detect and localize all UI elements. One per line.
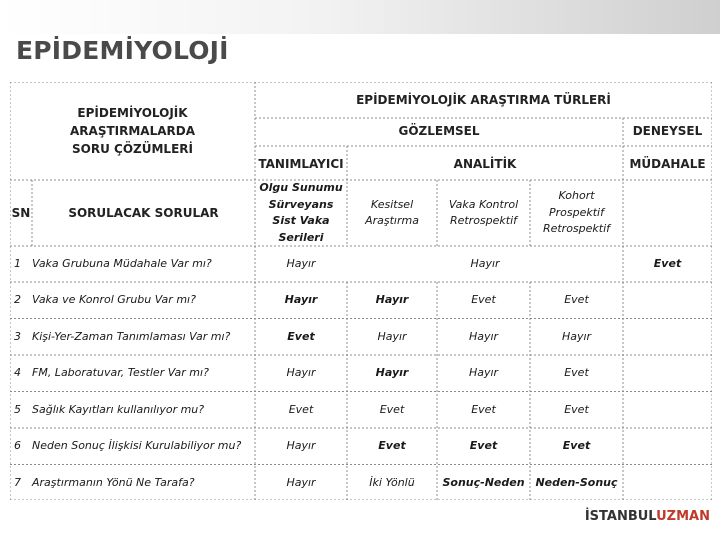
answer-text: Evet (564, 366, 589, 379)
questions-text: SORULACAK SORULAR (68, 206, 219, 220)
question-text: Araştırmanın Yönü Ne Tarafa? (32, 475, 195, 489)
analitik-text: ANALİTİK (453, 157, 517, 171)
answer-cell (347, 355, 437, 392)
answer-cell (530, 319, 623, 356)
answer-text: Hayır (286, 475, 316, 489)
answer-text: Evet (469, 439, 498, 452)
answer-text: Evet (653, 256, 682, 270)
question-text: Vaka Grubuna Müdahale Var mı? (32, 256, 212, 270)
question-number: 1 (14, 256, 21, 270)
research-types-table (10, 82, 712, 500)
answer-cell (347, 428, 437, 465)
mudahale-header (623, 148, 712, 180)
tanimlayici-header (255, 148, 347, 180)
question-row-2 (14, 282, 255, 319)
question-row-3 (14, 319, 255, 356)
question-row-5 (14, 392, 255, 429)
answer-cell (347, 392, 437, 429)
question-row-7 (14, 465, 255, 502)
answer-text: Evet (288, 402, 314, 416)
question-number: 5 (14, 402, 21, 416)
brand-part-1: İSTANBUL (584, 509, 657, 524)
study-type-olgu (255, 180, 347, 246)
answer-text: Hayır (377, 329, 407, 343)
answer-cell (255, 282, 347, 319)
answer-cell (437, 355, 530, 392)
corner-title (10, 82, 255, 180)
sn-text: SN (11, 206, 31, 220)
answer-text: Neden-Sonuç (535, 475, 618, 489)
answer-cell (255, 319, 347, 356)
answer-text: Evet (564, 402, 589, 416)
answer-cell (255, 428, 347, 465)
sn-header (10, 180, 32, 246)
question-row-4 (14, 355, 255, 392)
question-number: 4 (14, 366, 21, 379)
answer-cell (255, 465, 347, 502)
answer-text: Evet (471, 293, 496, 306)
analitik-header (347, 148, 623, 180)
answer-cell (530, 392, 623, 429)
answer-text: Evet (471, 402, 496, 416)
answer-text: Evet (378, 439, 406, 452)
mudahale-text: MÜDAHALE (629, 157, 706, 171)
answer-text: Sonuç-Neden (442, 475, 525, 489)
question-text: Vaka ve Konrol Grubu Var mı? (32, 293, 196, 306)
question-row-6 (14, 428, 255, 465)
answer-text: Hayır (375, 366, 409, 379)
answer-text: Evet (564, 293, 589, 306)
answer-text: İki Yönlü (369, 475, 415, 489)
answer-cell (437, 319, 530, 356)
answer-cell (255, 246, 347, 282)
answer-text: Hayır (561, 329, 592, 343)
answer-cell (437, 392, 530, 429)
gozlemsel-header (255, 118, 623, 144)
page-title: EPİDEMİYOLOJİ (16, 36, 229, 65)
question-row-1 (14, 246, 255, 282)
study-type-vaka-kontrol-text: Vaka Kontrol Retrospektif (448, 197, 519, 227)
answer-text: Hayır (284, 293, 318, 306)
gozlemsel-text: GÖZLEMSEL (398, 124, 480, 138)
answer-cell (530, 428, 623, 465)
question-number: 2 (14, 293, 21, 306)
study-type-olgu-text: Olgu Sunumu Sürveyans Sist Vaka Serileri (259, 181, 343, 244)
answer-text: Hayır (286, 366, 316, 379)
answer-cell (623, 246, 712, 282)
question-text: FM, Laboratuvar, Testler Var mı? (32, 366, 209, 379)
types-title (255, 82, 712, 118)
study-type-kesitsel (347, 180, 437, 246)
study-type-kohort-text: Kohort Prospektif Retrospektif (542, 189, 611, 236)
answer-cell (530, 355, 623, 392)
answer-cell (530, 282, 623, 319)
answer-text: Evet (379, 402, 405, 416)
questions-header (32, 180, 255, 246)
brand-part-2: UZMAN (656, 509, 710, 524)
answer-cell (347, 282, 437, 319)
question-number: 7 (14, 475, 21, 489)
brand-logo (585, 509, 710, 524)
question-text: Kişi-Yer-Zaman Tanımlaması Var mı? (32, 329, 231, 343)
deneysel-text: DENEYSEL (632, 124, 703, 138)
question-number: 6 (14, 439, 21, 452)
study-type-vaka-kontrol (437, 180, 530, 246)
answer-cell (347, 319, 437, 356)
answer-cell (347, 465, 437, 502)
answer-cell (437, 282, 530, 319)
answer-text: Hayır (375, 293, 409, 306)
answer-text: Hayır (286, 439, 316, 452)
question-number: 3 (14, 329, 21, 343)
deneysel-header (623, 118, 712, 144)
answer-text: Evet (562, 439, 591, 452)
corner-title-text: EPİDEMİYOLOJİK ARAŞTIRMALARDA SORU ÇÖZÜMLERİ (70, 106, 195, 156)
types-title-text: EPİDEMİYOLOJİK ARAŞTIRMA TÜRLERİ (356, 93, 611, 107)
answer-cell (530, 465, 623, 502)
answer-text: Hayır (468, 329, 499, 343)
answer-cell (255, 392, 347, 429)
answer-text: Hayır (470, 256, 500, 270)
study-type-kohort (530, 180, 623, 246)
question-text: Sağlık Kayıtları kullanılıyor mu? (32, 402, 205, 416)
answer-cell (437, 428, 530, 465)
answer-cell (437, 465, 530, 502)
answer-text: Hayır (286, 256, 316, 270)
answer-text: Hayır (468, 366, 499, 379)
answer-text: Evet (287, 329, 315, 343)
tanimlayici-text: TANIMLAYICI (258, 157, 344, 171)
answer-cell (255, 355, 347, 392)
top-gradient-bar (0, 0, 720, 34)
answer-cell-merged (347, 246, 623, 282)
study-type-kesitsel-text: Kesitsel Araştırma (365, 197, 419, 227)
question-text: Neden Sonuç İlişkisi Kurulabiliyor mu? (32, 439, 242, 452)
